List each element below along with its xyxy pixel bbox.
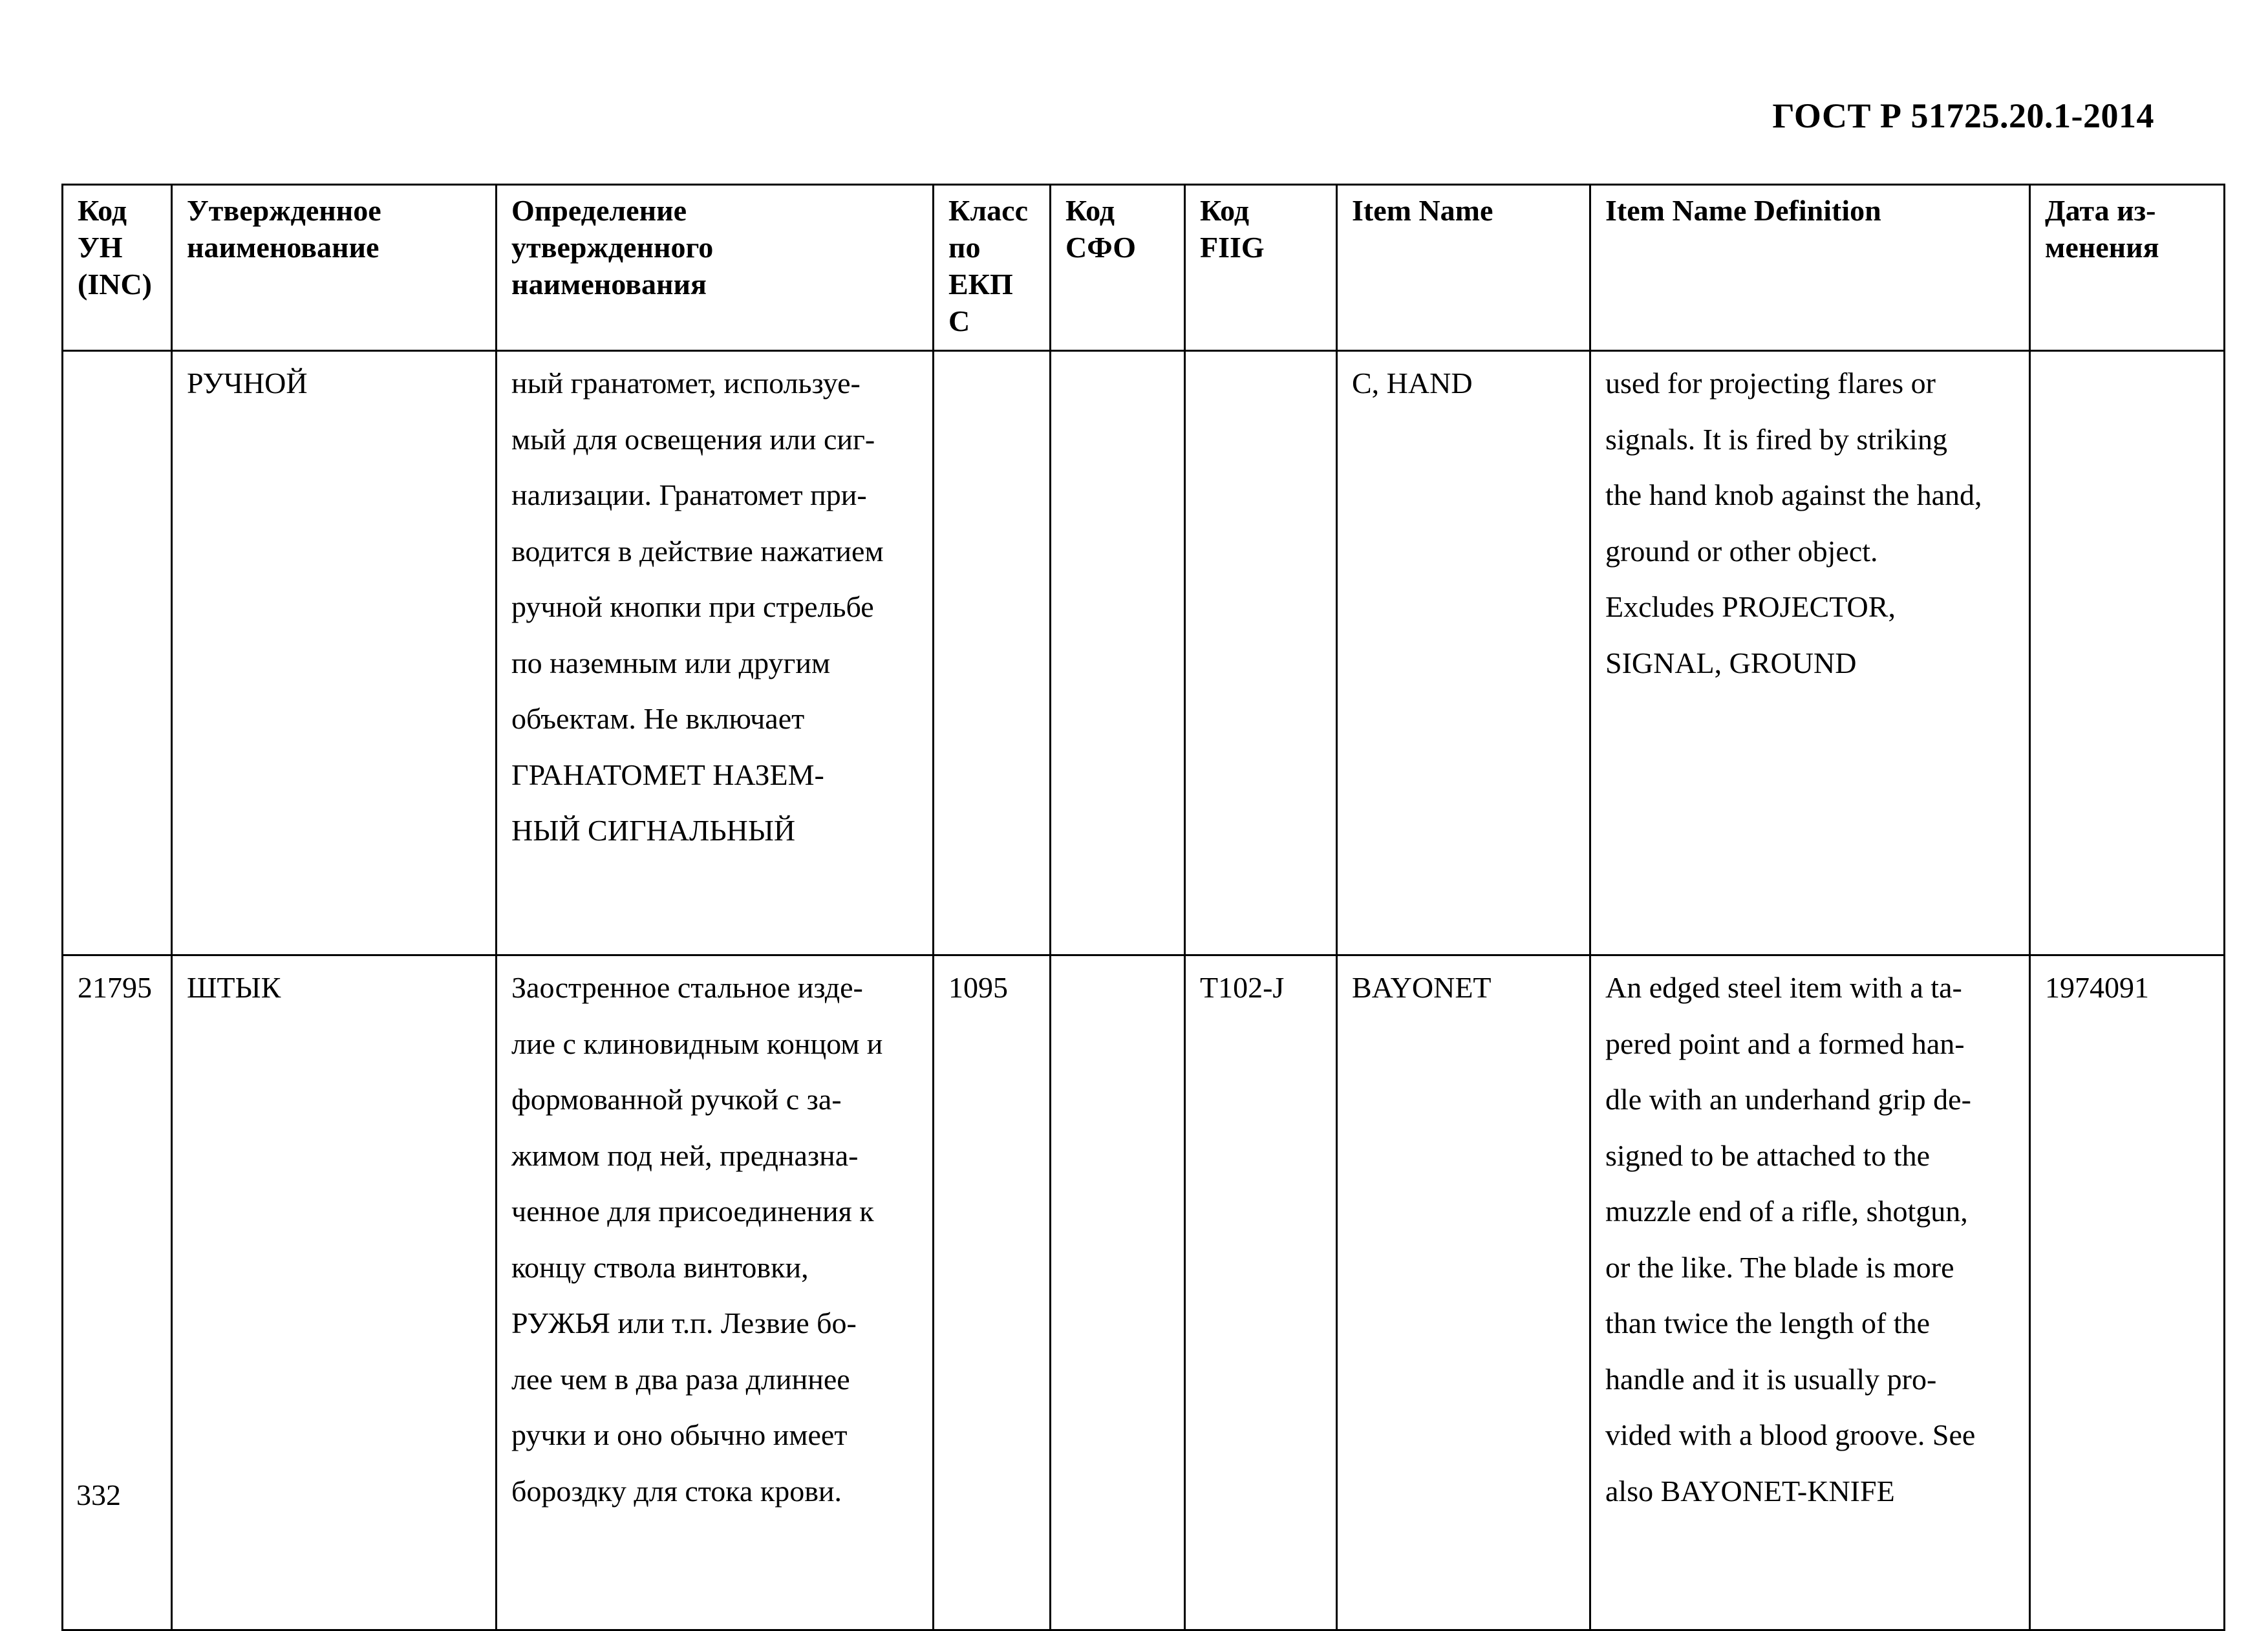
column-header-line: Определение [511, 194, 687, 227]
column-header-line: Item Name [1352, 194, 1493, 227]
column-header-class [934, 185, 1051, 351]
column-header-line: менения [2045, 231, 2159, 264]
cell-text-line: BAYONET [1352, 971, 1492, 1004]
column-header-sfo [1051, 185, 1185, 351]
cell-text-line: 1974091 [2045, 971, 2149, 1004]
column-header-item-name [1337, 185, 1590, 351]
column-header-definition [497, 185, 934, 351]
document-header: ГОСТ Р 51725.20.1-2014 [1772, 96, 2154, 135]
column-header-line: Дата из- [2045, 194, 2156, 227]
cell-text-line: по наземным или другим [511, 646, 831, 679]
column-header-item-def [1590, 185, 2030, 351]
column-header-line: ЕКП [948, 268, 1013, 301]
page-number: 332 [76, 1478, 121, 1511]
column-header-date [2030, 185, 2225, 351]
table-cell-code [63, 351, 172, 955]
cell-text-line: muzzle end of a rifle, shotgun, [1605, 1195, 1968, 1228]
column-header-line: Утвержденное [187, 194, 381, 227]
column-header-line: утвержденного [511, 231, 714, 264]
column-header-line: С [948, 304, 970, 337]
table-cell-date [2030, 955, 2225, 1630]
column-header-line: Код [78, 194, 127, 227]
cell-text-line: signed to be attached to the [1605, 1138, 1931, 1172]
cell-text-line: НЫЙ СИГНАЛЬНЫЙ [511, 814, 796, 847]
cell-text-line: Excludes PROJECTOR, [1605, 590, 1896, 623]
cell-text-line: ручки и оно обычно имеет [511, 1418, 848, 1451]
cell-text-line: объектам. Не включает [511, 702, 805, 735]
cell-text-line: ный гранатомет, используе- [511, 367, 861, 400]
table-cell-item-def [1590, 955, 2030, 1630]
cell-text-line: signals. It is fired by striking [1605, 422, 1947, 456]
table-cell-class [934, 351, 1051, 955]
table-cell-definition [497, 955, 934, 1630]
table-body [63, 351, 2225, 1630]
table-cell-sfo [1051, 955, 1185, 1630]
table-header-row [63, 185, 2225, 351]
cell-text-line: водится в действие нажатием [511, 534, 884, 568]
column-header-line: Item Name Definition [1605, 194, 1881, 227]
column-header-line: наименование [187, 231, 380, 264]
cell-text-line: also BAYONET-KNIFE [1605, 1474, 1895, 1508]
table-cell-fiig [1185, 955, 1337, 1630]
column-header-line: по [948, 231, 981, 264]
cell-text-line: ГРАНАТОМЕТ НАЗЕМ- [511, 758, 824, 791]
table-cell-fiig [1185, 351, 1337, 955]
cell-text-line: handle and it is usually pro- [1605, 1362, 1937, 1396]
table-cell-item-def [1590, 351, 2030, 955]
cell-text-line: жимом под ней, предназна- [511, 1138, 859, 1172]
cell-text-line: формованной ручкой с за- [511, 1083, 842, 1116]
cell-text-line: лее чем в два раза длиннее [511, 1362, 850, 1396]
column-header-line: СФО [1065, 231, 1137, 264]
column-header-line: наименования [511, 268, 707, 301]
cell-text-line: vided with a blood groove. See [1605, 1418, 1976, 1451]
cell-text-line: ченное для присоединения к [511, 1195, 874, 1228]
cell-text-line: the hand knob against the hand, [1605, 478, 1982, 511]
column-header-name [172, 185, 497, 351]
table-cell-sfo [1051, 351, 1185, 955]
column-header-fiig [1185, 185, 1337, 351]
cell-text-line: ШТЫК [187, 971, 281, 1004]
cell-text-line: pered point and a formed han- [1605, 1027, 1965, 1060]
column-header-code [63, 185, 172, 351]
cell-text-line: Заостренное стальное изде- [511, 971, 863, 1004]
table-row [63, 351, 2225, 955]
column-header-line: Класс [948, 194, 1028, 227]
table-cell-code [63, 955, 172, 1630]
cell-text-line: used for projecting flares or [1605, 367, 1936, 400]
cell-text-line: бороздку для стока крови. [511, 1474, 842, 1508]
table-cell-name [172, 955, 497, 1630]
column-header-line: УН [78, 231, 123, 264]
column-header-line: Код [1200, 194, 1250, 227]
cell-text-line: 1095 [948, 971, 1008, 1004]
table-cell-definition [497, 351, 934, 955]
cell-text-line: 21795 [78, 971, 152, 1004]
cell-text-line: An edged steel item with a ta- [1605, 971, 1962, 1004]
cell-text-line: нализации. Гранатомет при- [511, 478, 867, 511]
cell-text-line: ручной кнопки при стрельбе [511, 590, 874, 623]
cell-text-line: ground or other object. [1605, 534, 1878, 568]
table-cell-item-name [1337, 351, 1590, 955]
table-cell-item-name [1337, 955, 1590, 1630]
cell-text-line: РУЖЬЯ или т.п. Лезвие бо- [511, 1306, 857, 1339]
table-row [63, 955, 2225, 1630]
column-header-line: (INC) [78, 268, 152, 301]
cell-text-line: РУЧНОЙ [187, 367, 308, 400]
column-header-line: Код [1065, 194, 1115, 227]
cell-text-line: концу ствола винтовки, [511, 1250, 809, 1284]
cell-text-line: or the like. The blade is more [1605, 1250, 1954, 1284]
table-cell-class [934, 955, 1051, 1630]
cell-text-line: SIGNAL, GROUND [1605, 646, 1857, 679]
cell-text-line: мый для освещения или сиг- [511, 422, 875, 456]
item-name-table [61, 184, 2225, 1631]
cell-text-line: than twice the length of the [1605, 1306, 1931, 1339]
cell-text-line: лие с клиновидным концом и [511, 1027, 883, 1060]
cell-text-line: C, HAND [1352, 367, 1473, 400]
cell-text-line: dle with an underhand grip de- [1605, 1083, 1971, 1116]
column-header-line: FIIG [1200, 231, 1265, 264]
table-cell-name [172, 351, 497, 955]
cell-text-line: T102-J [1200, 971, 1285, 1004]
table-cell-date [2030, 351, 2225, 955]
